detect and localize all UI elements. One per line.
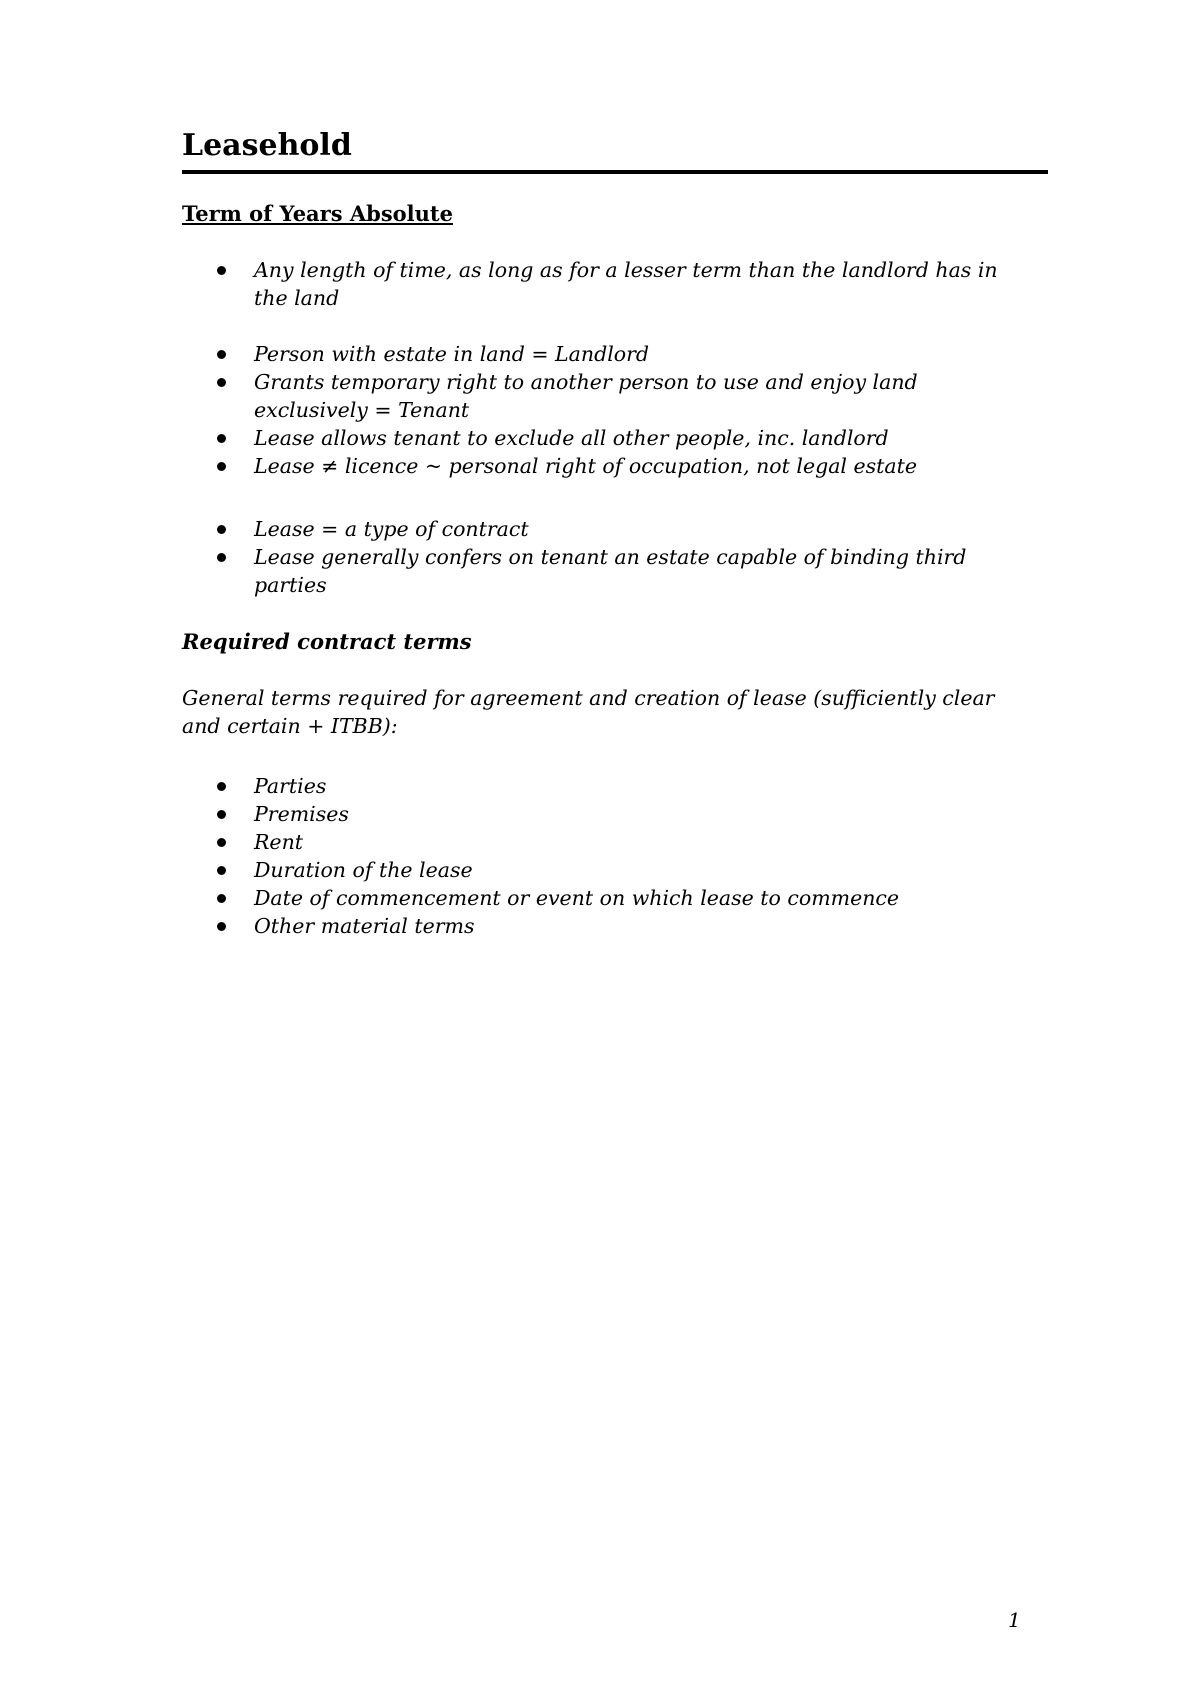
page-number: 1 bbox=[1008, 1608, 1021, 1632]
list-item bbox=[182, 800, 1022, 828]
list-item bbox=[182, 515, 1022, 543]
bullet-icon bbox=[217, 266, 226, 275]
bullet-icon bbox=[217, 922, 226, 931]
bullet-icon bbox=[217, 434, 226, 443]
list-item-text: Lease generally confers on tenant an estate capable of binding third parties bbox=[254, 545, 967, 597]
list-item bbox=[182, 340, 1022, 368]
list-item bbox=[182, 368, 1022, 424]
list-item-text: Premises bbox=[254, 802, 349, 826]
list-item-text: Other material terms bbox=[254, 914, 475, 938]
document-title: Leasehold bbox=[182, 126, 1048, 174]
bullet-icon bbox=[217, 838, 226, 847]
list-item-text: Grants temporary right to another person to use and enjoy land exclusively = Tenant bbox=[254, 370, 918, 422]
list-item bbox=[182, 452, 1022, 480]
bullet-list-contract bbox=[182, 515, 1022, 599]
list-item bbox=[182, 884, 1022, 912]
bullet-icon bbox=[217, 378, 226, 387]
list-item bbox=[182, 424, 1022, 452]
bullet-icon bbox=[217, 553, 226, 562]
list-item-text: Rent bbox=[254, 830, 304, 854]
list-item bbox=[182, 828, 1022, 856]
bullet-icon bbox=[217, 350, 226, 359]
list-item-text: Lease ≠ licence ~ personal right of occupation, not legal estate bbox=[254, 454, 917, 478]
list-item bbox=[182, 543, 1022, 599]
bullet-icon bbox=[217, 810, 226, 819]
subsection-heading-required-terms: Required contract terms bbox=[182, 629, 472, 654]
bullet-list-parties bbox=[182, 340, 1022, 480]
bullet-icon bbox=[217, 782, 226, 791]
list-item-text: Duration of the lease bbox=[254, 858, 473, 882]
list-item-text: Date of commencement or event on which lease to commence bbox=[254, 886, 900, 910]
list-item bbox=[182, 912, 1022, 940]
list-item-text: Lease allows tenant to exclude all other people, inc. landlord bbox=[254, 426, 889, 450]
list-item bbox=[182, 856, 1022, 884]
list-item bbox=[182, 256, 1022, 312]
bullet-icon bbox=[217, 894, 226, 903]
bullet-list-definition bbox=[182, 256, 1022, 312]
list-item-text: Any length of time, as long as for a lesser term than the landlord has in the land bbox=[254, 258, 998, 310]
section-heading-term-of-years: Term of Years Absolute bbox=[182, 201, 453, 226]
list-item-text: Lease = a type of contract bbox=[254, 517, 529, 541]
list-item-text: Parties bbox=[254, 774, 327, 798]
bullet-list-required-terms bbox=[182, 772, 1022, 940]
bullet-icon bbox=[217, 866, 226, 875]
list-item-text: Person with estate in land = Landlord bbox=[254, 342, 650, 366]
intro-paragraph: General terms required for agreement and creation of lease (sufficiently clear and certain + ITBB): bbox=[182, 686, 995, 738]
bullet-icon bbox=[217, 525, 226, 534]
bullet-icon bbox=[217, 462, 226, 471]
list-item bbox=[182, 772, 1022, 800]
